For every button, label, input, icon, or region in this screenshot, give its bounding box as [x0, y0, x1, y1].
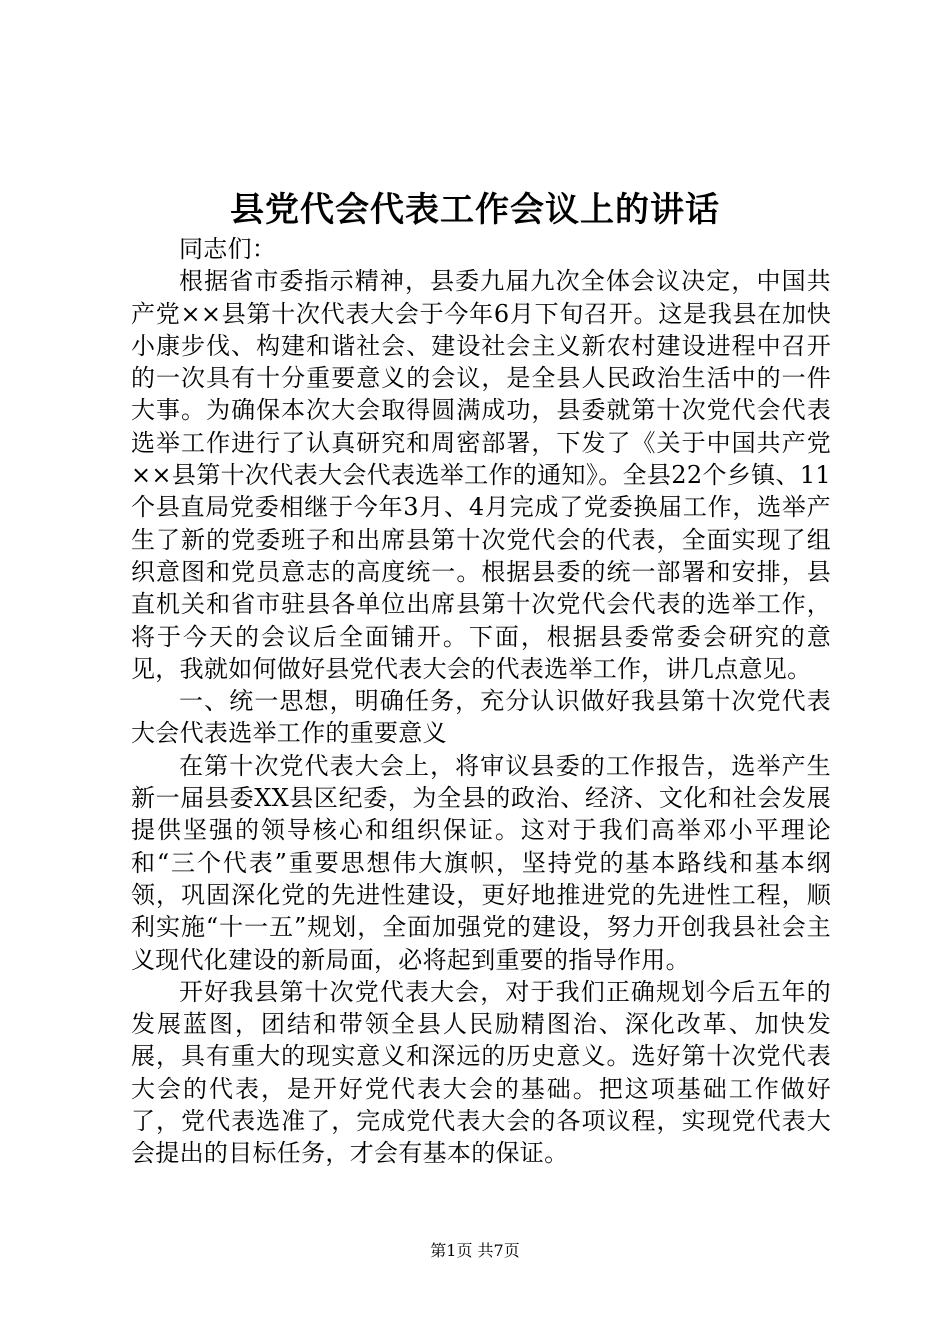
intro-paragraph: 根据省市委指示精神，县委九届九次全体会议决定，中国共产党××县第十次代表大会于今年6月下旬召开。这是我县在加快小康步伐、构建和谐社会、建设社会主义新农村建设进程中召开的一次具有十分重要意义的会议，是全县人民政治生活中的一件大事。为确保本次大会取得圆满成功，县委就第十次党代会代表选举工作进行了认真研究和周密部署，下发了《关于中国共产党××县第十次代表大会代表选举工作的通知》。全县22个乡镇、11个县直局党委相继于今年3月、4月完成了党委换届工作，选举产生了新的党委班子和出席县第十次党代会的代表，全面实现了组织意图和党员意志的高度统一。根据县委的统一部署和安排，县直机关和省市驻县各单位出席县第十次党代会代表的选举工作，将于今天的会议后全面铺开。下面，根据县委常委会研究的意见，我就如何做好县党代表大会的代表选举工作，讲几点意见。	[131, 267, 831, 683]
document-body	[131, 233, 831, 1170]
page-number-footer: 第1页 共7页	[430, 1241, 520, 1260]
salutation-paragraph: 同志们：	[179, 235, 277, 263]
body-paragraph: 开好我县第十次党代表大会，对于我们正确规划今后五年的发展蓝图，团结和带领全县人民励精图治、深化改革、加快发展，具有重大的现实意义和深远的历史意义。选好第十次党代表大会的代表，是开好党代表大会的基础。把这项基础工作做好了，党代表选准了，完成党代表大会的各项议程，实现党代表大会提出的目标任务，才会有基本的保证。	[131, 977, 831, 1168]
body-paragraph: 在第十次党代表大会上，将审议县委的工作报告，选举产生新一届县委XX县区纪委，为全县的政治、经济、文化和社会发展提供坚强的领导核心和组织保证。这对于我们高举邓小平理论和“三个代表”重要思想伟大旗帜，坚持党的基本路线和基本纲领，巩固深化党的先进性建设，更好地推进党的先进性工程，顺利实施“十一五”规划，全面加强党的建设，努力开创我县社会主义现代化建设的新局面，必将起到重要的指导作用。	[131, 751, 831, 974]
document-title: 县党代会代表工作会议上的讲话	[230, 190, 720, 230]
section-heading: 一、统一思想，明确任务，充分认识做好我县第十次党代表大会代表选举工作的重要意义	[131, 687, 831, 748]
